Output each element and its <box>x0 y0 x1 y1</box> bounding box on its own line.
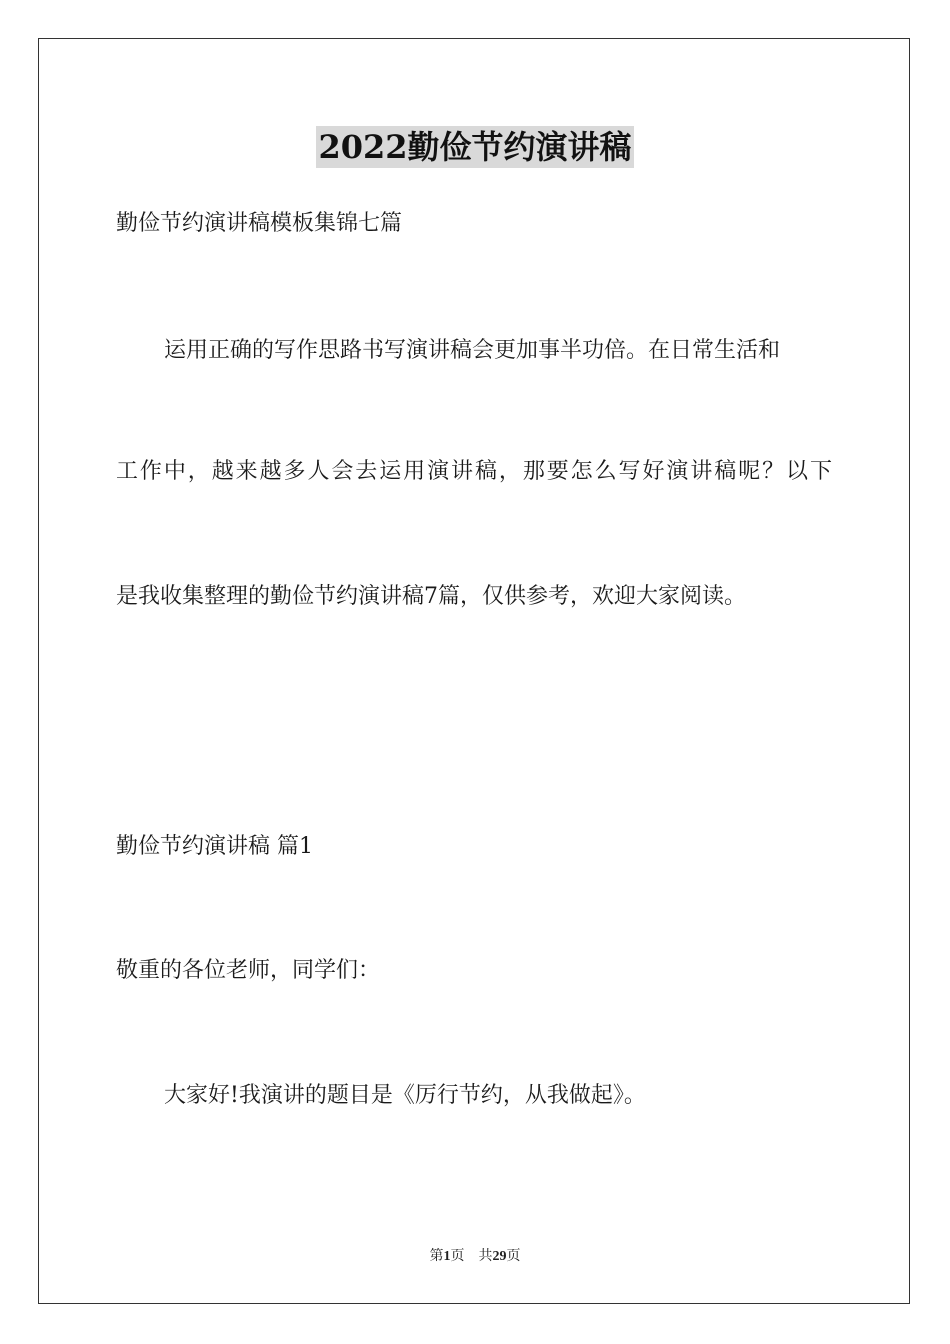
intro-paragraph-line-3: 是我收集整理的勤俭节约演讲稿7篇，仅供参考，欢迎大家阅读。 <box>116 584 746 609</box>
page-prefix: 第 <box>429 1249 444 1264</box>
total-unit: 页 <box>506 1249 521 1264</box>
section-heading: 勤俭节约演讲稿 篇1 <box>116 834 313 859</box>
total-prefix: 共 <box>478 1249 493 1264</box>
salutation: 敬重的各位老师，同学们： <box>116 958 381 983</box>
page-footer <box>0 1248 950 1266</box>
page-current: 1 <box>443 1249 451 1264</box>
title-container <box>0 126 950 168</box>
opening-paragraph: 大家好!我演讲的题目是《厉行节约，从我做起》。 <box>164 1083 646 1108</box>
intro-paragraph-line-1: 运用正确的写作思路书写演讲稿会更加事半功倍。在日常生活和 <box>164 338 781 363</box>
page-unit: 页 <box>450 1249 465 1264</box>
document-title: 2022勤俭节约演讲稿 <box>318 128 632 166</box>
intro-paragraph-line-2: 工作中，越来越多人会去运用演讲稿，那要怎么写好演讲稿呢？以下 <box>116 459 832 484</box>
page-total: 29 <box>492 1249 507 1264</box>
document-subtitle: 勤俭节约演讲稿模板集锦七篇 <box>116 211 403 236</box>
